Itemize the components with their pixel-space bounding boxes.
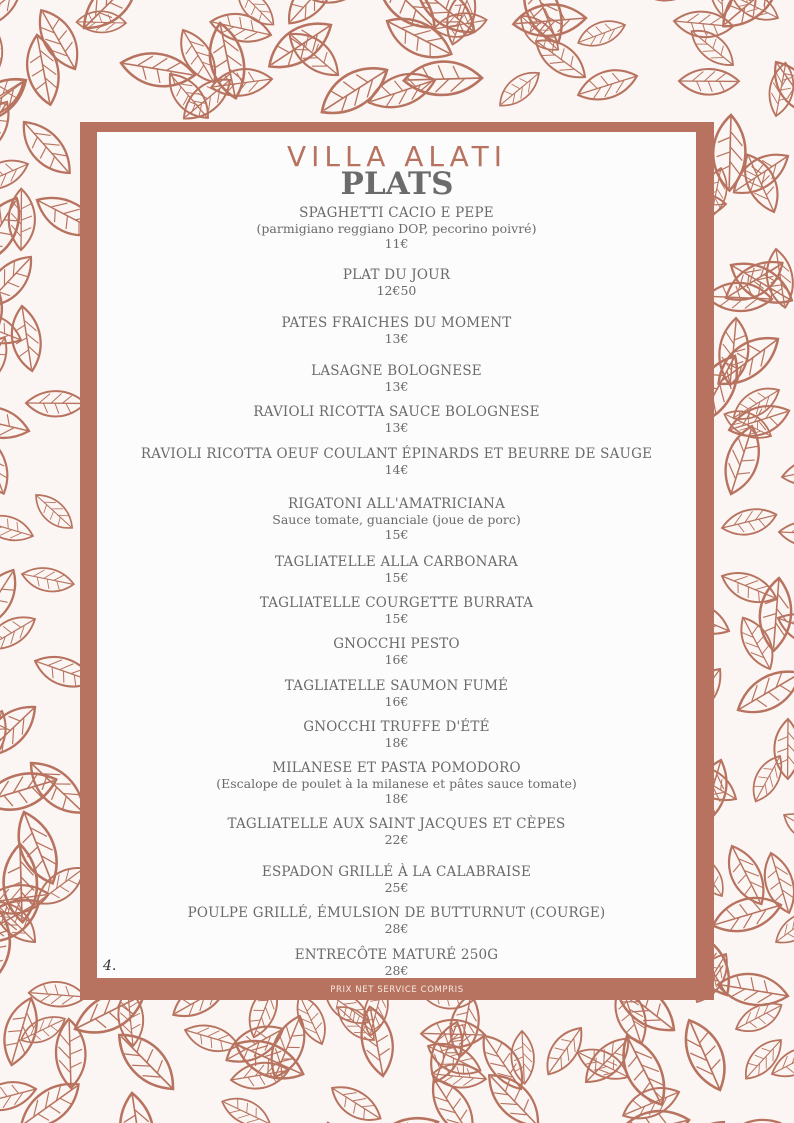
dish-item [97,905,696,937]
dish-price: 15€ [384,527,409,542]
dish-name: MILANESE ET PASTA POMODORO [272,760,521,776]
dish-name: GNOCCHI PESTO [333,636,460,652]
dish-name: TAGLIATELLE AUX SAINT JACQUES ET CÈPES [227,816,566,832]
dish-name: GNOCCHI TRUFFE D'ÉTÉ [303,719,490,735]
dish-price: 22€ [384,832,409,847]
dish-price: 11€ [384,236,409,251]
dish-item [97,554,696,586]
dish-name: ESPADON GRILLÉ À LA CALABRAISE [261,864,532,880]
dish-item [97,404,696,436]
dish-price: 18€ [384,791,409,806]
page-number: 4. [103,958,117,974]
dish-item [97,816,696,848]
dish-price: 14€ [384,462,409,477]
dish-price: 25€ [384,880,409,895]
dish-price: 16€ [384,652,409,667]
dish-name: TAGLIATELLE SAUMON FUMÉ [284,678,509,694]
dish-description: (Escalope de poulet à la milanese et pâtes sauce tomate) [216,776,577,791]
dish-price: 13€ [384,379,409,394]
dish-item [97,595,696,627]
dish-price: 13€ [384,331,409,346]
dish-description: Sauce tomate, guanciale (joue de porc) [272,512,521,527]
dish-item [97,864,696,896]
page-title: PLATS [340,166,454,202]
dish-item [97,315,696,347]
dish-item [97,496,696,543]
dish-item [97,719,696,751]
dish-name: LASAGNE BOLOGNESE [311,363,482,379]
dish-item [97,446,696,478]
footer-note: PRIX NET SERVICE COMPRIS [330,985,464,995]
dish-price: 15€ [384,611,409,626]
dish-item [97,363,696,395]
dish-name: ENTRECÔTE MATURÉ 250G [294,947,499,963]
dish-item [97,267,696,299]
dish-price: 18€ [384,735,409,750]
dish-name: TAGLIATELLE ALLA CARBONARA [275,554,518,570]
dish-name: RAVIOLI RICOTTA OEUF COULANT ÉPINARDS ET BEURRE DE SAUGE [140,446,653,462]
dish-name: RIGATONI ALL'AMATRICIANA [287,496,506,512]
dish-price: 28€ [384,921,409,936]
dish-name: PLAT DU JOUR [342,267,451,283]
dish-item [97,205,696,252]
dish-price: 15€ [384,570,409,585]
dish-name: RAVIOLI RICOTTA SAUCE BOLOGNESE [253,404,540,420]
dish-item [97,760,696,807]
dish-description: (parmigiano reggiano DOP, pecorino poivré) [256,221,537,236]
dish-item [97,636,696,668]
dish-item [97,678,696,710]
restaurant-name: VILLA ALATI [286,140,508,173]
dish-price: 12€50 [376,283,417,298]
dish-price: 13€ [384,420,409,435]
dish-name: POULPE GRILLÉ, ÉMULSION DE BUTTURNUT (COURGE) [187,905,606,921]
dish-item [97,947,696,979]
dish-name: TAGLIATELLE COURGETTE BURRATA [259,595,534,611]
dish-name: PATES FRAICHES DU MOMENT [281,315,512,331]
dish-price: 28€ [384,963,409,978]
dish-price: 16€ [384,694,409,709]
dish-name: SPAGHETTI CACIO E PEPE [299,205,494,221]
